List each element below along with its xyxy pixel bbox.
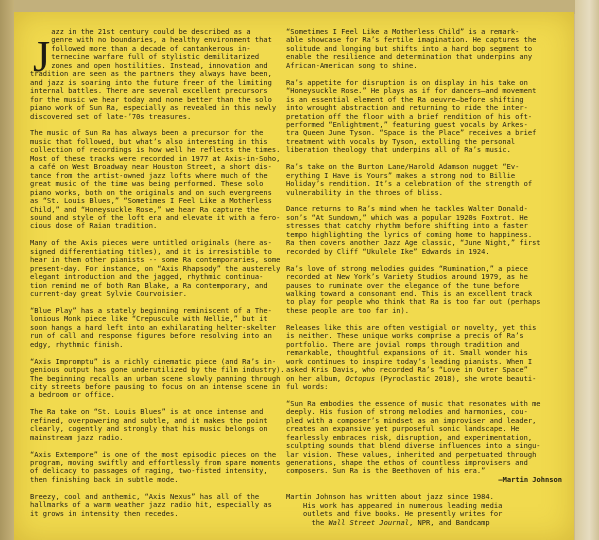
author-attribution: —Martin Johnson [498, 475, 562, 485]
left-paragraph-2: The music of Sun Ra has always been a precursor for the music that followed, but what’s also interesting in this collection of recordings is how well he reflects the times. Most of these tracks were recorded in 1977 at Axis-in-Soho, a café on West Broadway near Houston Street, a short dis- tance from the artist-owned jazz lofts where much of the great music of the time was being performed. These solo piano works, both on the originals and on such evergreens as “St. Louis Blues,” “Sometimes I Feel Like a Motherless Child,” and “Honeysuckle Rose,” we hear Ra capture the sound and style of the loft era and elevate it with a fero- cious dose of Raian tradition. [30, 128, 281, 231]
left-paragraph-7: “Axis Extempore” is one of the most episodic pieces on the program, moving swiftly and effortlessly from spare moments of delicacy to passages of raging, two-fisted intensity, then finishing back in subtle mode. [30, 449, 281, 484]
right-column [286, 28, 562, 536]
left-paragraph-6: The Ra take on “St. Louis Blues” is at once intense and refined, overpowering and subtle, and it makes the point clearly, cogently and strongly that his music belongs on mainstream jazz radio. [30, 407, 268, 442]
author-bio-tail: , NPR, and Bandcamp [409, 517, 490, 527]
background-frame-right [575, 0, 599, 540]
left-paragraph-4: “Blue Play” has a stately beginning reminiscent of a The- lonious Monk piece like “Crepuscule with Nellie,” but it soon hangs a hard left into an exhilarating helter-skelter run of call and response figures before resolving into an edgy, rhythmic finish. [30, 305, 277, 349]
right-paragraph-5: Ra’s love of strong melodies guides “Rumination,” a piece recorded at New York’s Variety Studios around 1979, as he pauses to ruminate over the elegance of the tune before walking toward a consonant end. This is an excellent track to play for people who think that Ra is too far out (perhaps these people are too far in). [286, 263, 541, 315]
background-frame-left [0, 0, 14, 540]
author-bio-text: Martin Johnson has written about jazz since 1984. His work has appeared in numerous leading media outlets and five books. He presently writes for the [286, 492, 503, 527]
right-paragraph-4: Dance returns to Ra’s mind when he tackles Walter Donald- son’s “At Sundown,” which was a popular 1920s Foxtrot. He stresses that catchy rhythm before shifting into a faster tempo highlighting the lyrics of coming home to happiness. Ra then covers another Jazz Age classic, “June Night,” first recorded by Cliff “Ukulele Ike” Edwards in 1924. [286, 204, 541, 256]
publication-wsj: Wall Street Journal [328, 517, 410, 527]
left-column [30, 28, 286, 527]
releases-text-tail: (Pyroclastic 2018), she wrote beauti- ful words: [286, 373, 537, 391]
right-paragraph-3: Ra’s take on the Burton Lane/Harold Adamson nugget “Ev- erything I Have is Yours” makes a strong nod to Billie Holiday’s rendition. It’s a celebration of the strength of vulnerability in the throes of bliss. [286, 162, 533, 197]
liner-notes-sheet [14, 12, 574, 540]
left-paragraph-5: “Axis Impromptu” is a richly cinematic piece (and Ra’s in- genious output has gone underutilized by the film industry). The beginning recalls an urban scene slowly panning through city streets before pausing to focus on an intense scene in a bedroom or office. [30, 356, 285, 400]
releases-text: Releases like this are often vestigial or novelty, yet this is neither. These unique works comprise a precis of Ra’s portfolio. There are jovial romps through tradition and remarkable, thoughtful expansions of it. Small wonder his work continues to inspire today’s leading pianists. When I asked Kris Davis, who recorded Ra’s “Love in Outer Space” on her album, [286, 322, 537, 383]
album-title-octopus: Octopus [345, 373, 376, 383]
dropcap-letter: J [33, 32, 51, 81]
left-paragraph-3: Many of the Axis pieces were untitled originals (here as- signed differentiating titles), and it is irresistible to hear in them other pianists -- some Ra contemporaries, some present-day. For instance, on “Axis Rhapsody” the austerely elegant introduction and the jagged, rhythmic continua- tion remind me of both Ran Blake, a Ra contemporary, and current-day great Sylvie Courvoisier. [30, 238, 281, 299]
right-paragraph-2: Ra’s appetite for disruption is on display in his take on “Honeysuckle Rose.” He plays as if for dancers—and movement is an essential element of the Ra oeuvre—before shifting into wrought abstraction and returning to ride the inter- pretation off the floor with a brief rendition of his oft- performed “Enlightment,” featuring guest vocals by Arkes- tra Queen June Tyson. “Space is the Place” receives a brief treatment with vocals by Tyson, extolling the personal liberation theology that underpins all of Ra’s music. [286, 77, 537, 155]
left-paragraph-8: Breezy, cool and anthemic, “Axis Nexus” has all of the hallmarks of a warm weather jazz radio hit, especially as it grows in intensity then recedes. [30, 491, 272, 518]
right-paragraph-1: “Sometimes I Feel Like a Motherless Child” is a remark- able showcase for Ra’s fertile imagination. He captures the solitude and longing but shifts into a hard bop segment to enable the resilience and determination that underpins any African-American song to shine. [286, 27, 537, 70]
davis-quote: “Sun Ra embodies the essence of music that resonates with me deeply. His fusion of strong melodies and harmonies, cou- pled with a composer’s mindset as an improviser and leader, creates an expansive yet purposeful sonic landscape. He fearlessly embraces risk, disruption, and experimentation, sculpting sounds that blend diverse influences into a singu- lar vision. These values, inherited and perpetuated through generations, shape the ethos of countless improvisers and composers. Sun Ra is the Beethoven of his era.” [286, 398, 541, 476]
author-bio [286, 493, 562, 527]
left-paragraph-1: azz in the 21st century could be described as a genre with no boundaries, a healthy environment that followed more than a decade of cantankerous in- ternecine warfare full of stylistic demilitarized zones and open hostilities. Instead, innovation and tradition are seen as the partners they always have been, and jazz is soaring into the future freer of the limiting internal battles. There are several excellent precursors for the music we hear today and none better than the solo piano work of Sun Ra, especially as revealed in this newly discovered set of late-’70s treasures. [30, 27, 277, 121]
right-paragraph-6 [286, 324, 562, 392]
